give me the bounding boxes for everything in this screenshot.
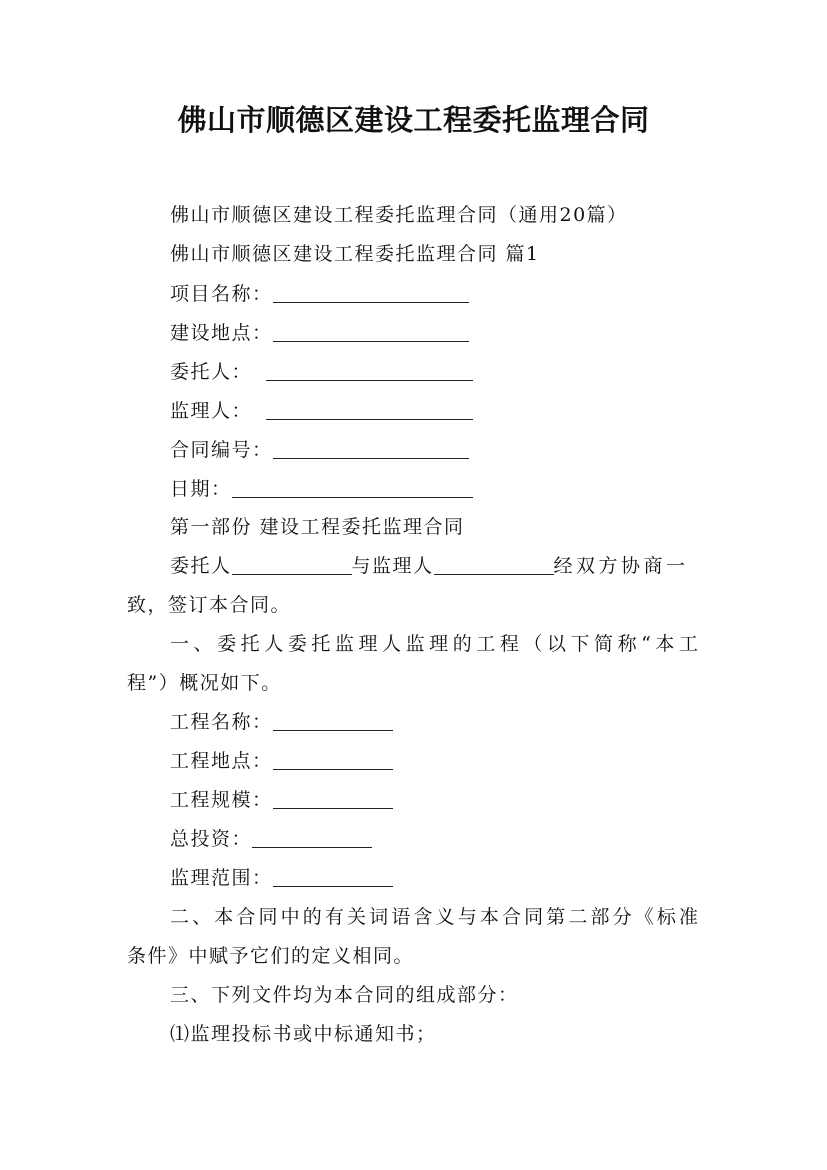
project-title-field xyxy=(170,707,393,734)
clause-2-line2: 条件》中赋予它们的定义相同。 xyxy=(127,945,415,967)
field-label: 委托人： xyxy=(170,361,253,383)
blank-line xyxy=(273,750,393,770)
field-label: 合同编号： xyxy=(170,439,273,461)
subtitle-line: 佛山市顺德区建设工程委托监理合同（通用20篇） xyxy=(170,204,628,226)
field-label: 工程地点： xyxy=(170,750,273,772)
field-label: 日期： xyxy=(170,478,232,500)
client-field xyxy=(170,357,473,384)
parties-paragraph-line1 xyxy=(170,551,689,578)
blank-line xyxy=(434,555,554,575)
clause-1-line1: 一、委托人委托监理人监理的工程（以下简称“本工 xyxy=(170,633,700,655)
construction-site-field xyxy=(170,318,469,345)
clause-1-line2: 程”）概况如下。 xyxy=(127,672,282,694)
field-label: 项目名称： xyxy=(170,283,273,305)
field-label: 建设地点： xyxy=(170,322,273,344)
blank-line xyxy=(273,789,393,809)
total-investment-field xyxy=(170,824,372,851)
text-run: 与监理人 xyxy=(351,555,434,577)
project-location-field xyxy=(170,746,393,773)
blank-line xyxy=(273,867,393,887)
document-title: 佛山市顺德区建设工程委托监理合同 xyxy=(177,103,650,137)
blank-line xyxy=(252,828,372,848)
supervisor-field xyxy=(170,396,473,423)
project-name-field xyxy=(170,279,469,306)
blank-line xyxy=(266,361,473,381)
blank-line xyxy=(266,400,473,420)
text-run: 经双方协商一 xyxy=(553,555,689,577)
field-label: 工程规模： xyxy=(170,789,273,811)
blank-line xyxy=(273,322,469,342)
field-label: 监理范围： xyxy=(170,867,273,889)
blank-line xyxy=(273,711,393,731)
clause-3-item-1: ⑴监理投标书或中标通知书； xyxy=(170,1023,437,1045)
field-label: 工程名称： xyxy=(170,711,273,733)
text-run: 委托人 xyxy=(170,555,232,577)
part-heading: 第一部份 建设工程委托监理合同 xyxy=(170,516,465,538)
clause-2-line1: 二、本合同中的有关词语含义与本合同第二部分《标准 xyxy=(170,906,700,928)
date-field xyxy=(170,474,473,501)
field-label: 总投资： xyxy=(170,828,253,850)
blank-line xyxy=(232,478,473,498)
blank-line xyxy=(232,555,352,575)
contract-number-field xyxy=(170,435,469,462)
supervision-scope-field xyxy=(170,863,393,890)
section-heading: 佛山市顺德区建设工程委托监理合同 篇1 xyxy=(170,243,540,265)
blank-line xyxy=(273,283,469,303)
clause-3: 三、下列文件均为本合同的组成部分： xyxy=(170,984,519,1006)
blank-line xyxy=(273,439,469,459)
parties-paragraph-line2: 致，签订本合同。 xyxy=(127,594,292,616)
project-scale-field xyxy=(170,785,393,812)
field-label: 监理人： xyxy=(170,400,253,422)
